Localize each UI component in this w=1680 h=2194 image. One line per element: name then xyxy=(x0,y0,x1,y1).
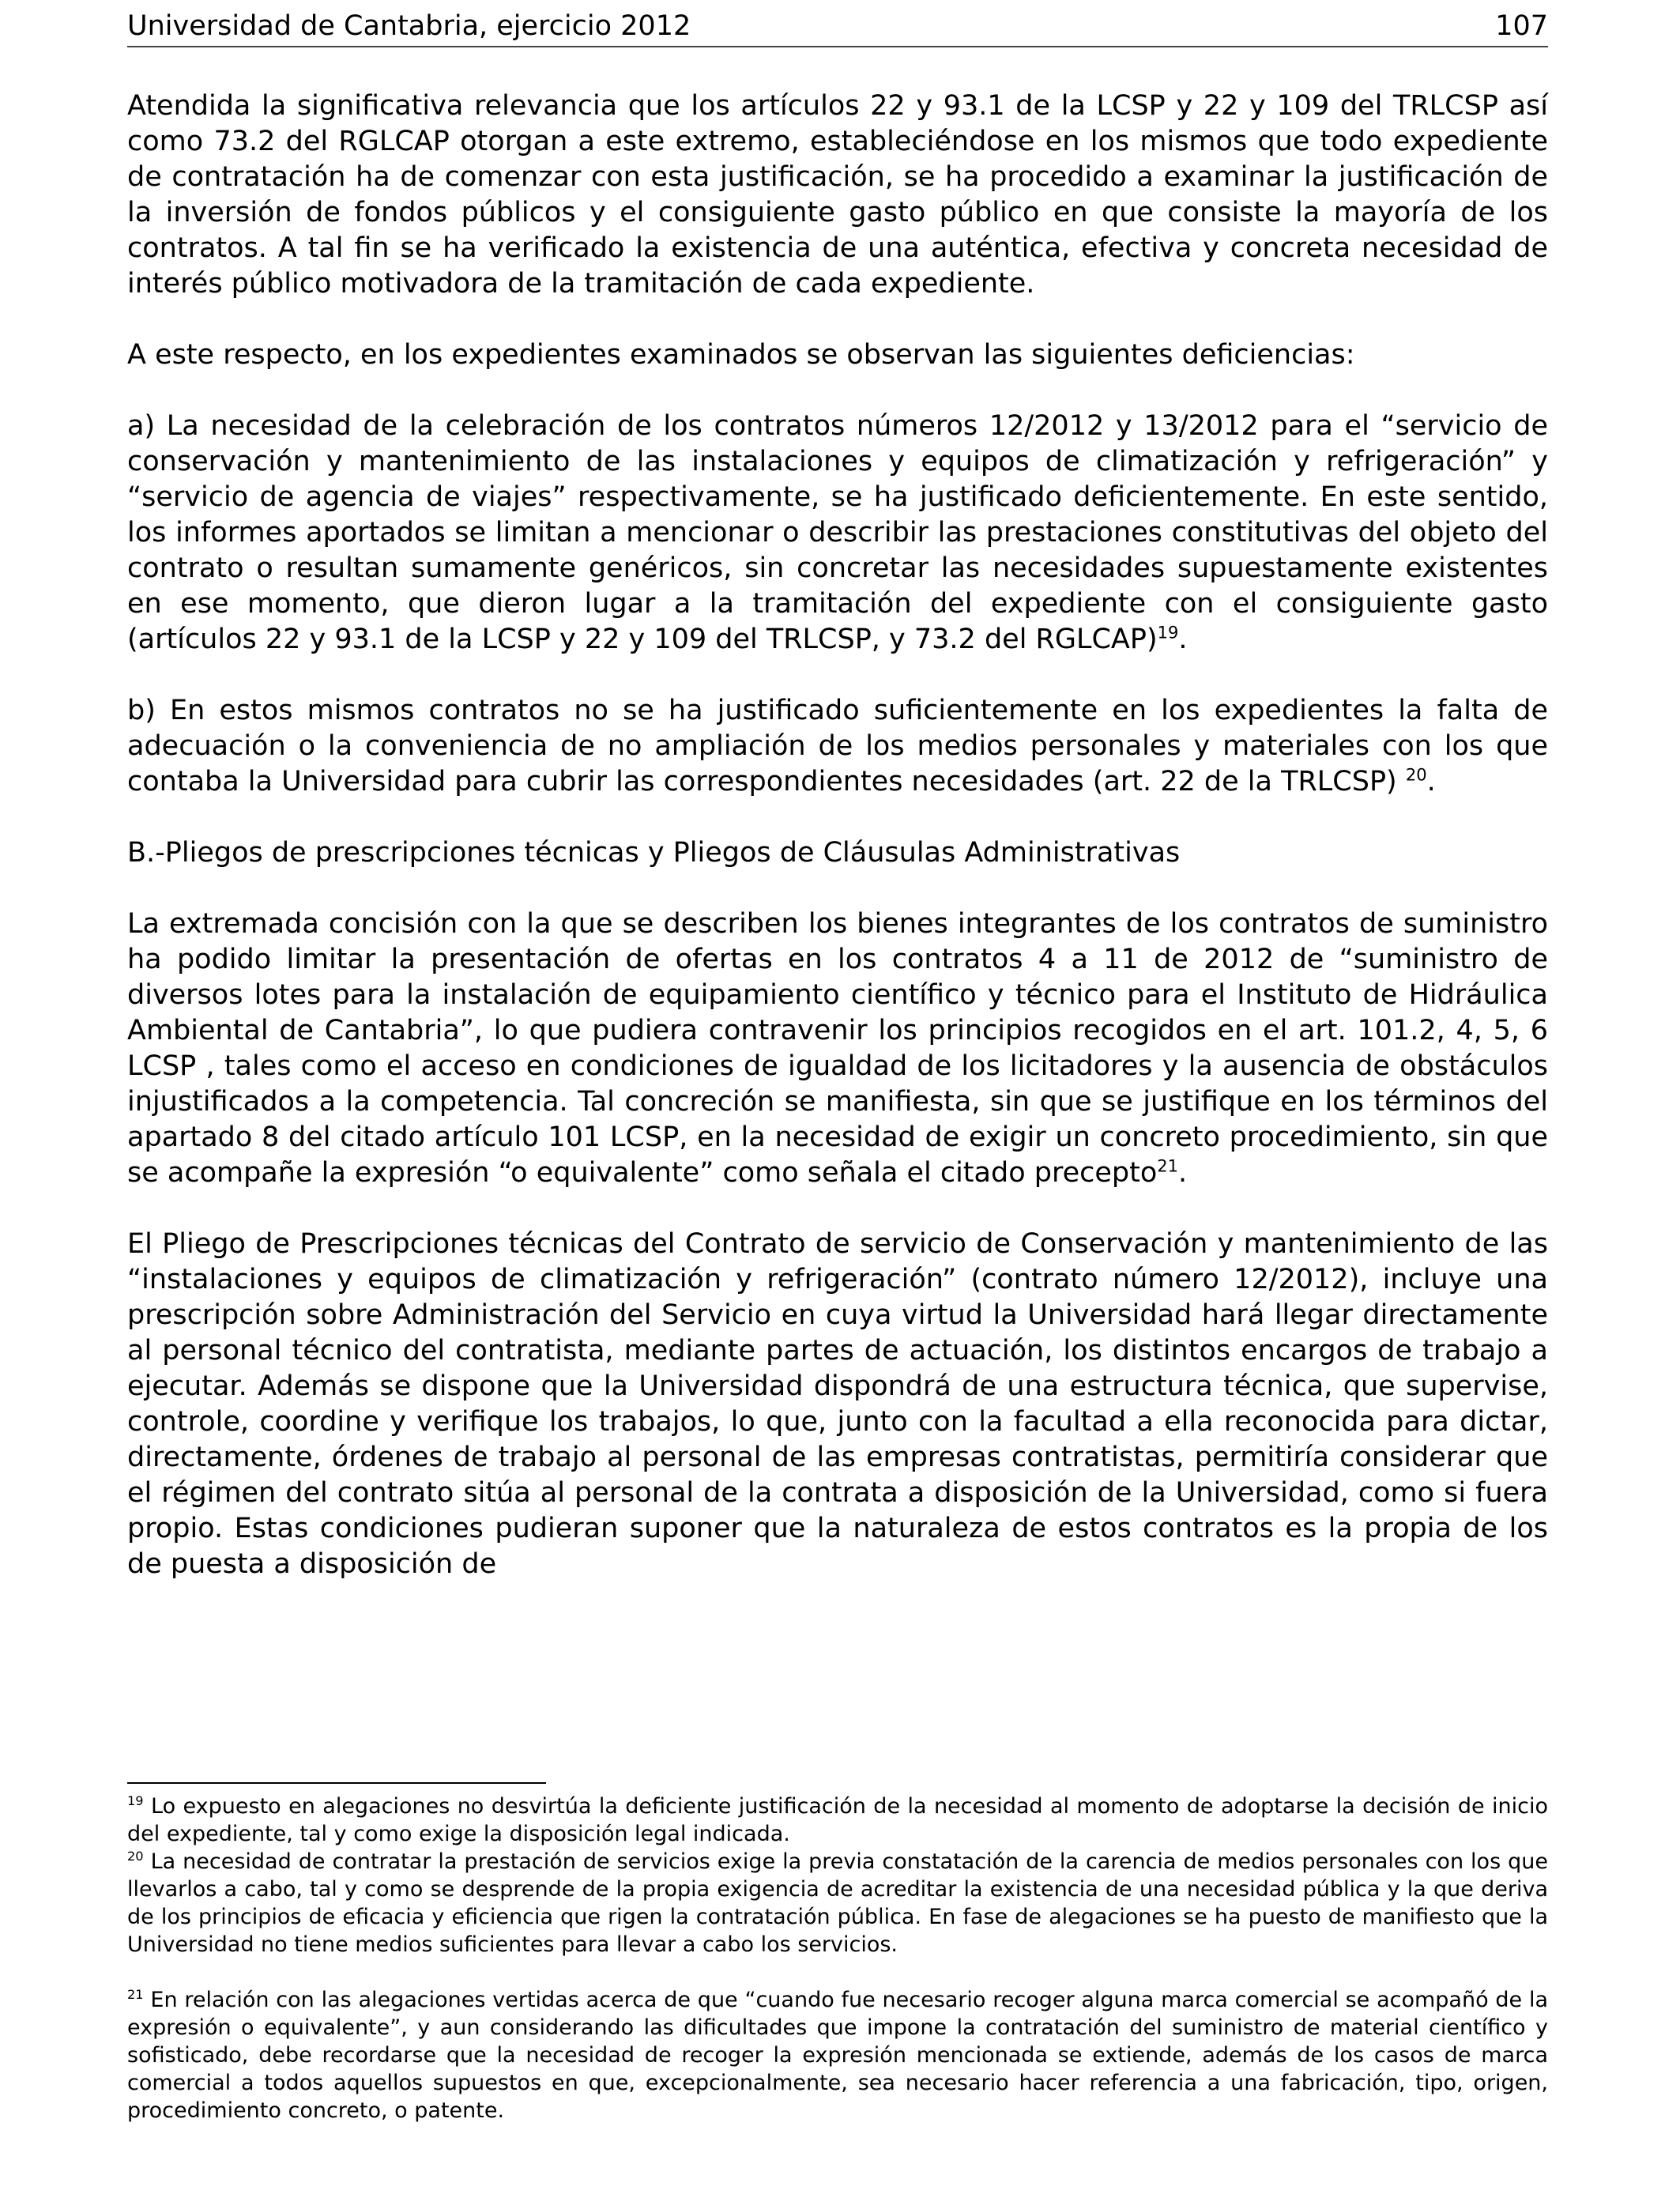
paragraph-pliego-prescripciones xyxy=(127,1227,1548,1582)
paragraph-suministro xyxy=(127,907,1548,1191)
page-number: 107 xyxy=(1495,10,1548,42)
footnote-separator xyxy=(127,1782,546,1784)
footnotes xyxy=(127,1793,1548,2124)
footnote-21 xyxy=(127,1986,1548,2124)
section-heading-pliegos xyxy=(127,835,1548,871)
footnote-number: 19 xyxy=(127,1793,144,1808)
footnote-20 xyxy=(127,1848,1548,1958)
footnote-ref-20[interactable]: 20 xyxy=(1405,765,1427,785)
paragraph-deficiency-b xyxy=(127,693,1548,800)
paragraph-deficiencies-intro xyxy=(127,337,1548,373)
footnote-text: Lo expuesto en alegaciones no desvirtúa la deficiente justificación de la necesidad al momento de adoptarse la decisión de inicio del expediente, tal y como exige la disposición legal indicada. xyxy=(127,1794,1548,1846)
footnote-text: En relación con las alegaciones vertidas acerca de que “cuando fue necesario recoger alguna marca comercial se acompañó de la expresión o equivalente”, y aun considerando las dificultades que impone la contratación del suministro de material científico y sofisticado, debe recordarse que la necesidad de recoger la expresión mencionada se extiende, además de los casos de marca comercial a todos aquellos supuestos en que, excepcionalmente, sea necesario hacer referencia a una fabricación, tipo, origen, procedimiento concreto, o patente. xyxy=(127,1988,1548,2123)
footnote-ref-21[interactable]: 21 xyxy=(1157,1156,1178,1176)
paragraph-text: b) En estos mismos contratos no se ha justificado suficientemente en los expedientes la falta de adecuación o la conveniencia de no ampliación de los medios personales y materiales con los que contaba la Universidad para cubrir las correspondientes necesidades (art. 22 de la TRLCSP) xyxy=(127,695,1548,797)
section-heading-text: B.-Pliegos de prescripciones técnicas y Pliegos de Cláusulas Administrativas xyxy=(127,837,1181,869)
header-title: Universidad de Cantabria, ejercicio 2012 xyxy=(127,10,691,42)
footnote-number: 21 xyxy=(127,1987,144,2002)
paragraph-deficiency-a xyxy=(127,409,1548,658)
footnote-19 xyxy=(127,1793,1548,1848)
paragraph-justification-intro xyxy=(127,89,1548,302)
footnote-text: La necesidad de contratar la prestación de servicios exige la previa constatación de la carencia de medios personales con los que llevarlos a cabo, tal y como se desprende de la propia exigencia de acreditar la existencia de una necesidad pública y la que deriva de los principios de eficacia y eficiencia que rigen la contratación pública. En fase de alegaciones se ha puesto de manifiesto que la Universidad no tiene medios suficientes para llevar a cabo los servicios. xyxy=(127,1849,1548,1957)
paragraph-text: La extremada concisión con la que se describen los bienes integrantes de los contratos de suministro ha podido limitar la presentación de ofertas en los contratos 4 a 11 de 2012 de “suministro de diversos lotes para la instalación de equipamiento científico y técnico para el Instituto de Hidráulica Ambiental de Cantabria”, lo que pudiera contravenir los principios recogidos en el art. 101.2, 4, 5, 6 LCSP , tales como el acceso en condiciones de igualdad de los licitadores y la ausencia de obstáculos injustificados a la competencia. Tal concreción se manifiesta, sin que se justifique en los términos del apartado 8 del citado artículo 101 LCSP, en la necesidad de exigir un concreto procedimiento, sin que se acompañe la expresión “o equivalente” como señala el citado precepto xyxy=(127,908,1548,1189)
paragraph-text: Atendida la significativa relevancia que los artículos 22 y 93.1 de la LCSP y 22 y 109 del TRLCSP así como 73.2 del RGLCAP otorgan a este extremo, estableciéndose en los mismos que todo expediente de contratación ha de comenzar con esta justificación, se ha procedido a examinar la justificación de la inversión de fondos públicos y el consiguiente gasto público en que consiste la mayoría de los contratos. A tal fin se ha verificado la existencia de una auténtica, efectiva y concreta necesidad de interés público motivadora de la tramitación de cada expediente. xyxy=(127,90,1548,300)
page-header xyxy=(127,6,1548,47)
footnote-ref-19[interactable]: 19 xyxy=(1157,623,1179,643)
body-text xyxy=(127,89,1548,1582)
paragraph-end: . xyxy=(1426,766,1436,797)
paragraph-end: . xyxy=(1177,1157,1188,1189)
paragraph-text: a) La necesidad de la celebración de los contratos números 12/2012 y 13/2012 para el “servicio de conservación y mantenimiento de las instalaciones y equipos de climatización y refrigeración” y “servicio de agencia de viajes” respectivamente, se ha justificado deficientemente. En este sentido, los informes aportados se limitan a mencionar o describir las prestaciones constitutivas del objeto del contrato o resultan sumamente genéricos, sin concretar las necesidades supuestamente existentes en ese momento, que dieron lugar a la tramitación del expediente con el consiguiente gasto (artículos 22 y 93.1 de la LCSP y 22 y 109 del TRLCSP, y 73.2 del RGLCAP) xyxy=(127,410,1548,655)
paragraph-end: . xyxy=(1178,624,1188,655)
paragraph-text: El Pliego de Prescripciones técnicas del Contrato de servicio de Conservación y mantenimiento de las “instalaciones y equipos de climatización y refrigeración” (contrato número 12/2012), incluye una prescripción sobre Administración del Servicio en cuya virtud la Universidad hará llegar directamente al personal técnico del contratista, mediante partes de actuación, los distintos encargos de trabajo a ejecutar. Además se dispone que la Universidad dispondrá de una estructura técnica, que supervise, controle, coordine y verifique los trabajos, lo que, junto con la facultad a ella reconocida para dictar, directamente, órdenes de trabajo al personal de las empresas contratistas, permitiría considerar que el régimen del contrato sitúa al personal de la contrata a disposición de la Universidad, como si fuera propio. Estas condiciones pudieran suponer que la naturaleza de estos contratos es la propia de los de puesta a disposición de xyxy=(127,1228,1548,1580)
paragraph-text: A este respecto, en los expedientes examinados se observan las siguientes deficiencias: xyxy=(127,339,1355,371)
footnote-number: 20 xyxy=(127,1849,144,1864)
